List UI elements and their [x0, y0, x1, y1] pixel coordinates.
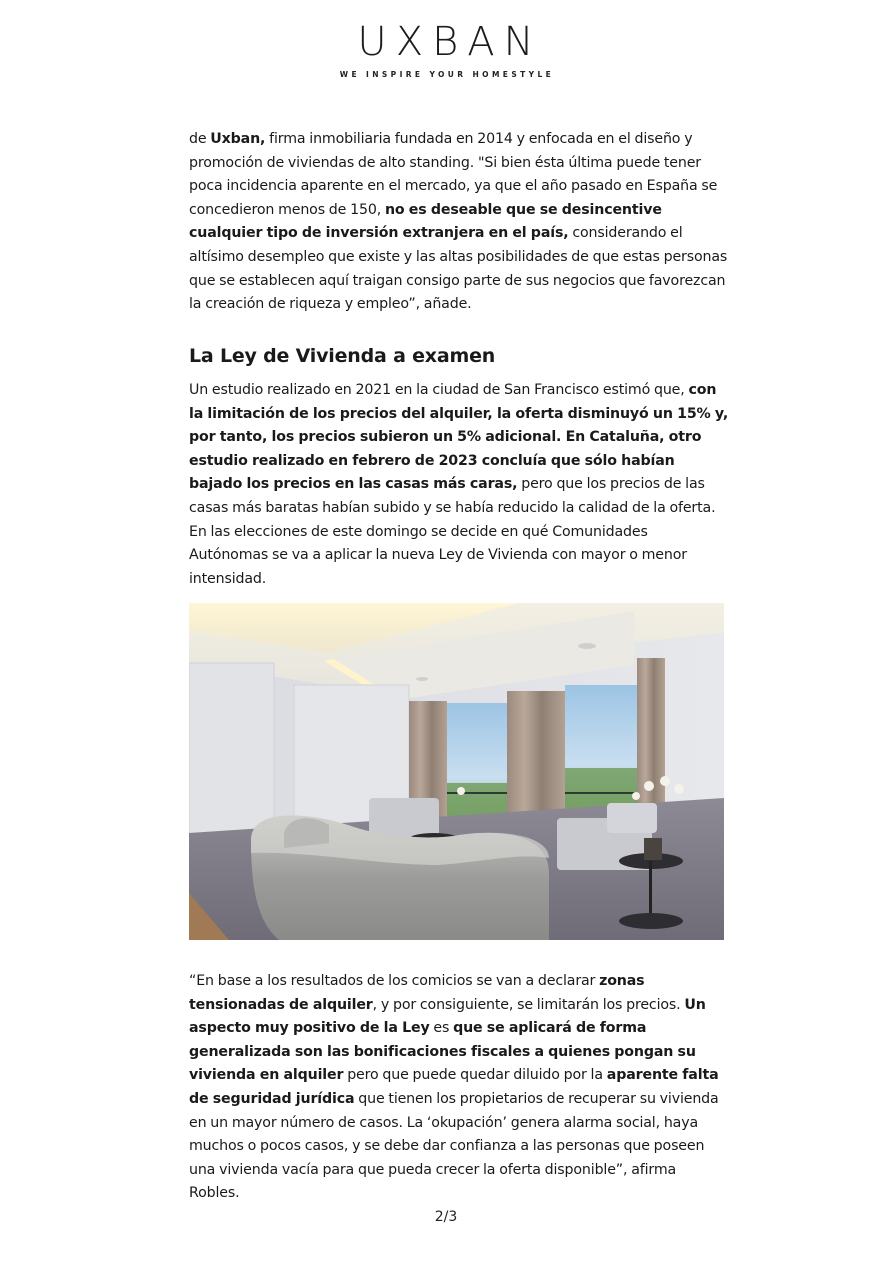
article-paragraph-3: [189, 970, 729, 1206]
section-heading: La Ley de Vivienda a examen: [189, 345, 496, 367]
logo-tagline: WE INSPIRE YOUR HOMESTYLE: [339, 70, 555, 79]
text-segment: Un estudio realizado en 2021 en la ciudad de San Francisco estimó que,: [189, 382, 689, 398]
bold-text-segment: zonas tensionadas de alquiler: [189, 973, 645, 1013]
paragraph-text: [189, 128, 729, 317]
text-segment: es: [429, 1020, 454, 1037]
text-segment: considerando el altísimo desempleo que existe y las altas posibilidades de que estas personas que se establecen aquí traigan consigo parte de sus negocios que favorezcan la creación de riqueza y empleo”, añade.: [189, 225, 728, 313]
text-segment: de: [189, 131, 211, 147]
logo-wordmark: UXBAN: [357, 19, 543, 65]
text-segment: firma inmobiliaria fundada en 2014 y enfocada en el diseño y promoción de viviendas de alto standing. "Si bien ésta última puede tener poca incidencia aparente en el mercado, ya que el año pasado en España se concedieron menos de 150,: [189, 131, 718, 218]
bold-text-segment: Uxban,: [210, 131, 266, 147]
bold-text-segment: aparente falta de seguridad jurídica: [189, 1067, 719, 1107]
paragraph-text: [189, 379, 729, 591]
bold-text-segment: Un aspecto muy positivo de la Ley: [189, 996, 706, 1037]
article-paragraph-1: [189, 128, 729, 317]
text-segment: “En base a los resultados de los comicios se van a declarar: [189, 973, 600, 989]
bold-text-segment: con la limitación de los precios del alquiler, la oferta disminuyó un 15% y, por tanto, los precios subieron un 5% adicional. En Cataluña, otro estudio realizado en febrero de 2023 concluía que sólo habían bajado los precios en las casas más caras,: [189, 382, 729, 493]
paragraph-text: [189, 970, 729, 1206]
page-number: 2/3: [434, 1209, 458, 1225]
living-room-illustration: [189, 603, 724, 940]
article-paragraph-2: [189, 379, 729, 591]
text-segment: , y por consiguiente, se limitarán los precios.: [372, 996, 685, 1013]
text-segment: pero que puede quedar diluido por la: [343, 1067, 607, 1084]
bold-text-segment: que se aplicará de forma generalizada son las bonificaciones fiscales a quienes pongan su vivienda en alquiler: [189, 1020, 696, 1084]
text-segment: que tienen los propietarios de recuperar su vivienda en un mayor número de casos. La ‘okupación’ genera alarma social, haya muchos o pocos casos, y se debe dar confianza a las personas que poseen una vivienda vacía para que pueda crecer la oferta disponible”, afirma Robles.: [189, 1090, 719, 1202]
living-room-photo: [189, 603, 724, 940]
bold-text-segment: no es deseable que se desincentive cualquier tipo de inversión extranjera en el país,: [189, 201, 662, 242]
text-segment: pero que los precios de las casas más baratas habían subido y se había reducido la calidad de la oferta. En las elecciones de este domingo se decide en qué Comunidades Autónomas se va a aplicar la nueva Ley de Vivienda con mayor o menor intensidad.: [189, 476, 716, 587]
uxban-logo: [336, 19, 558, 79]
